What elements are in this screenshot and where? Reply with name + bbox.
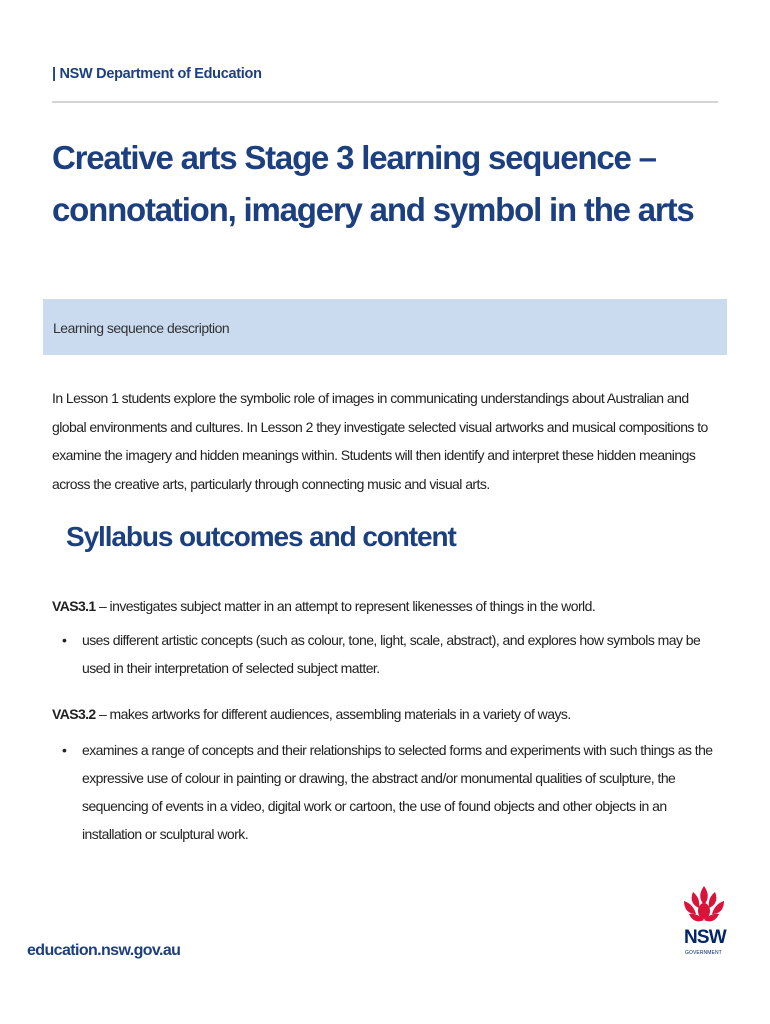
outcome-code: VAS3.2 — [52, 706, 96, 722]
outcome-vas3-2 — [52, 706, 571, 722]
description-label: Learning sequence description — [53, 320, 230, 336]
footer-website-link[interactable]: education.nsw.gov.au — [27, 942, 181, 959]
nsw-logo-text: NSW — [684, 927, 726, 948]
org-header: | NSW Department of Education — [52, 66, 262, 82]
section-heading: Syllabus outcomes and content — [66, 521, 456, 552]
intro-paragraph: In Lesson 1 students explore the symbolic role of images in communicating understandings about Australian and global environments and cultures. In Lesson 2 they investigate selected visual artworks and musical compositions to examine the imagery and hidden meanings within. Students will then identify and interpret these hidden meanings across the creative arts, particularly through connecting music and visual arts. — [52, 390, 708, 492]
list-item — [62, 736, 722, 848]
bullet-icon: • — [62, 742, 67, 758]
bullet-icon: • — [62, 632, 67, 648]
outcome-vas3-1 — [52, 598, 595, 614]
list-item-text: examines a range of concepts and their relationships to selected forms and experiments with such things as the expressive use of colour in painting or drawing, the abstract and/or monumental qualities of sculpture, the sequencing of events in a video, digital work or cartoon, the use of found objects and other objects in an installation or sculptural work. — [82, 742, 713, 842]
outcome-code: VAS3.1 — [52, 598, 96, 614]
nsw-logo-subtext: GOVERNMENT — [685, 950, 722, 956]
header-divider — [52, 101, 718, 103]
description-band — [43, 299, 727, 355]
list-item-text: uses different artistic concepts (such as colour, tone, light, scale, abstract), and explores how symbols may be used in their interpretation of selected subject matter. — [82, 632, 701, 676]
list-item — [62, 626, 722, 682]
outcome-text: – investigates subject matter in an attempt to represent likenesses of things in the world. — [95, 598, 596, 614]
outcome-text: – makes artworks for different audiences, assembling materials in a variety of ways. — [95, 706, 571, 722]
page-title: Creative arts Stage 3 learning sequence – connotation, imagery and symbol in the arts — [52, 139, 694, 228]
